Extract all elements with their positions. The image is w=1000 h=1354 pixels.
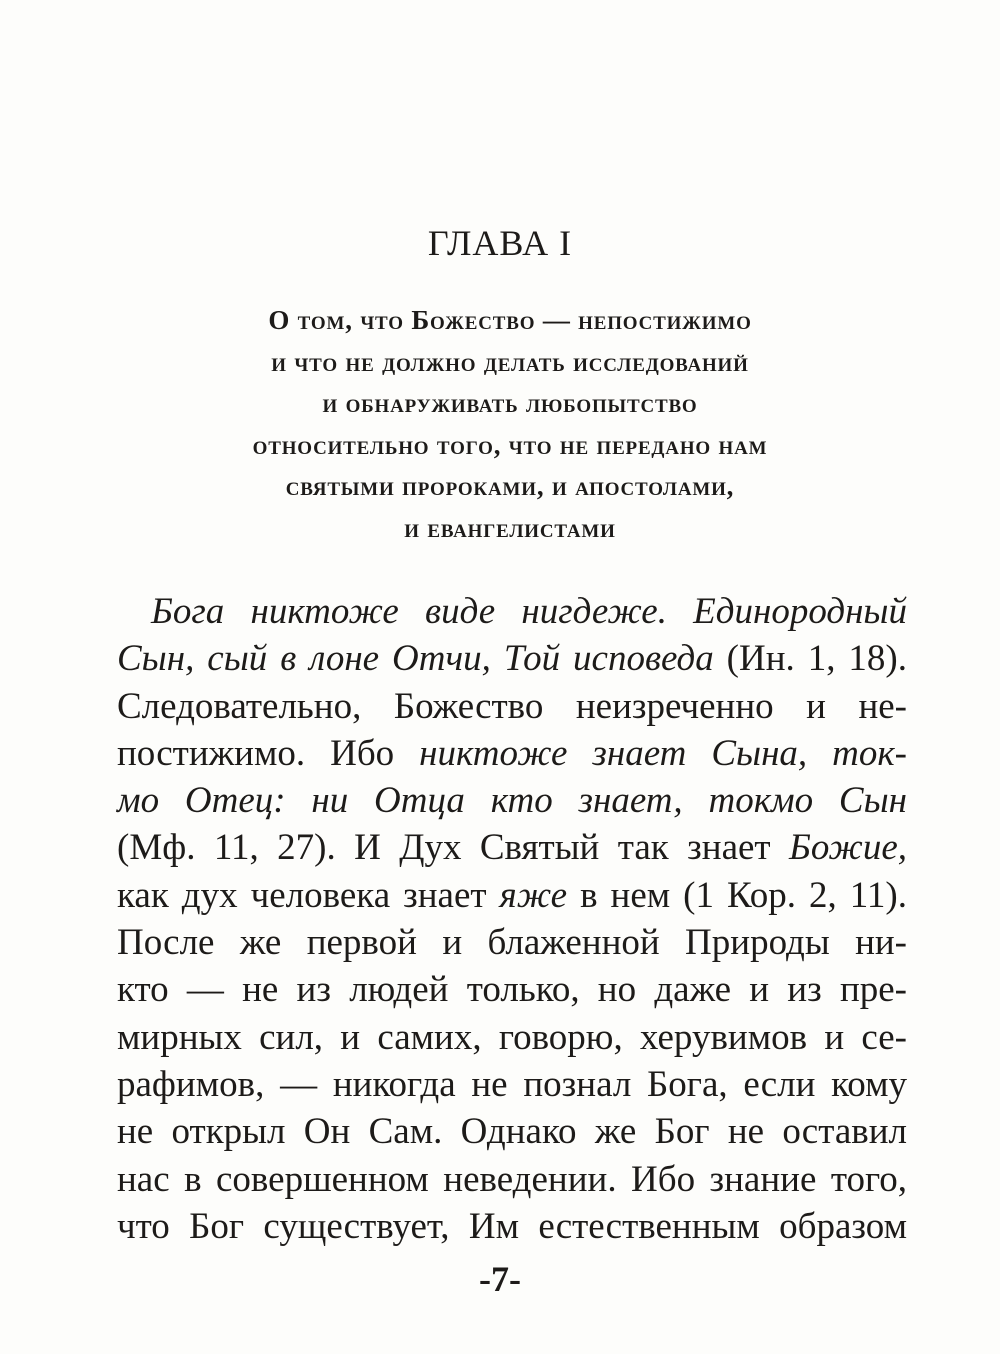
subtitle-line: О том, что Божество — непостижимо: [268, 305, 752, 335]
text-run: постижимо. Ибо: [117, 732, 420, 774]
text-line: [117, 683, 907, 730]
subtitle-line: и евангелистами: [404, 512, 616, 543]
text-run: не открыл Он Сам. Однако же Бог не оставил: [117, 1111, 907, 1153]
text-line: [117, 966, 907, 1013]
text-run: Следовательно, Божество неизреченно и не-: [117, 685, 907, 727]
text-run: (Мф. 11, 27). И Дух Святый так знает: [117, 827, 789, 869]
page-number: -7-: [479, 1259, 521, 1299]
text-line: [117, 824, 907, 871]
text-line: [117, 777, 907, 824]
subtitle-line: относительно того, что не передано нам: [252, 429, 768, 460]
chapter-subtitle: [150, 300, 870, 549]
text-run: После же первой и блаженной Природы ни-: [117, 922, 907, 964]
text-run: нас в совершенном неведении. Ибо знание того,: [117, 1158, 907, 1200]
subtitle-line: и обнаруживать любопытство: [322, 388, 698, 418]
chapter-heading: ГЛАВА I: [427, 223, 573, 263]
body-paragraph: [117, 588, 907, 1250]
italic-quote: мо Отец: ни Отца кто знает, токмо Сын: [117, 780, 907, 822]
text-line: [117, 1108, 907, 1155]
text-run: как дух человека знает: [117, 874, 500, 916]
text-line: [117, 1203, 907, 1250]
subtitle-line: святыми пророками, и апостолами,: [285, 471, 735, 501]
text-run: что Бог существует, Им естественным образом: [117, 1205, 907, 1247]
italic-quote: Божие,: [789, 827, 907, 869]
italic-quote: никтоже знает Сына, ток-: [419, 732, 907, 774]
text-run: рафимов, — никогда не познал Бога, если кому: [117, 1063, 907, 1105]
italic-quote: Сын, сый в лоне Отчи, Той исповеда: [117, 638, 714, 680]
italic-quote: яже: [499, 874, 568, 916]
text-line: [117, 1014, 907, 1061]
text-line: [117, 730, 907, 777]
text-run: (Ин. 1, 18).: [713, 638, 907, 680]
text-line: [117, 635, 907, 682]
text-run: кто — не из людей только, но даже и из пре-: [117, 969, 907, 1011]
text-line: [117, 1061, 907, 1108]
text-line: [117, 872, 907, 919]
text-line: [117, 588, 907, 635]
text-line: [117, 919, 907, 966]
text-line: [117, 1156, 907, 1203]
text-run: в нем (1 Кор. 2, 11).: [567, 874, 907, 916]
subtitle-line: и что не должно делать исследований: [271, 346, 749, 377]
italic-quote: Бога никтоже виде нигдеже. Единородный: [151, 591, 907, 632]
text-run: мирных сил, и самих, говорю, херувимов и се-: [117, 1016, 907, 1058]
